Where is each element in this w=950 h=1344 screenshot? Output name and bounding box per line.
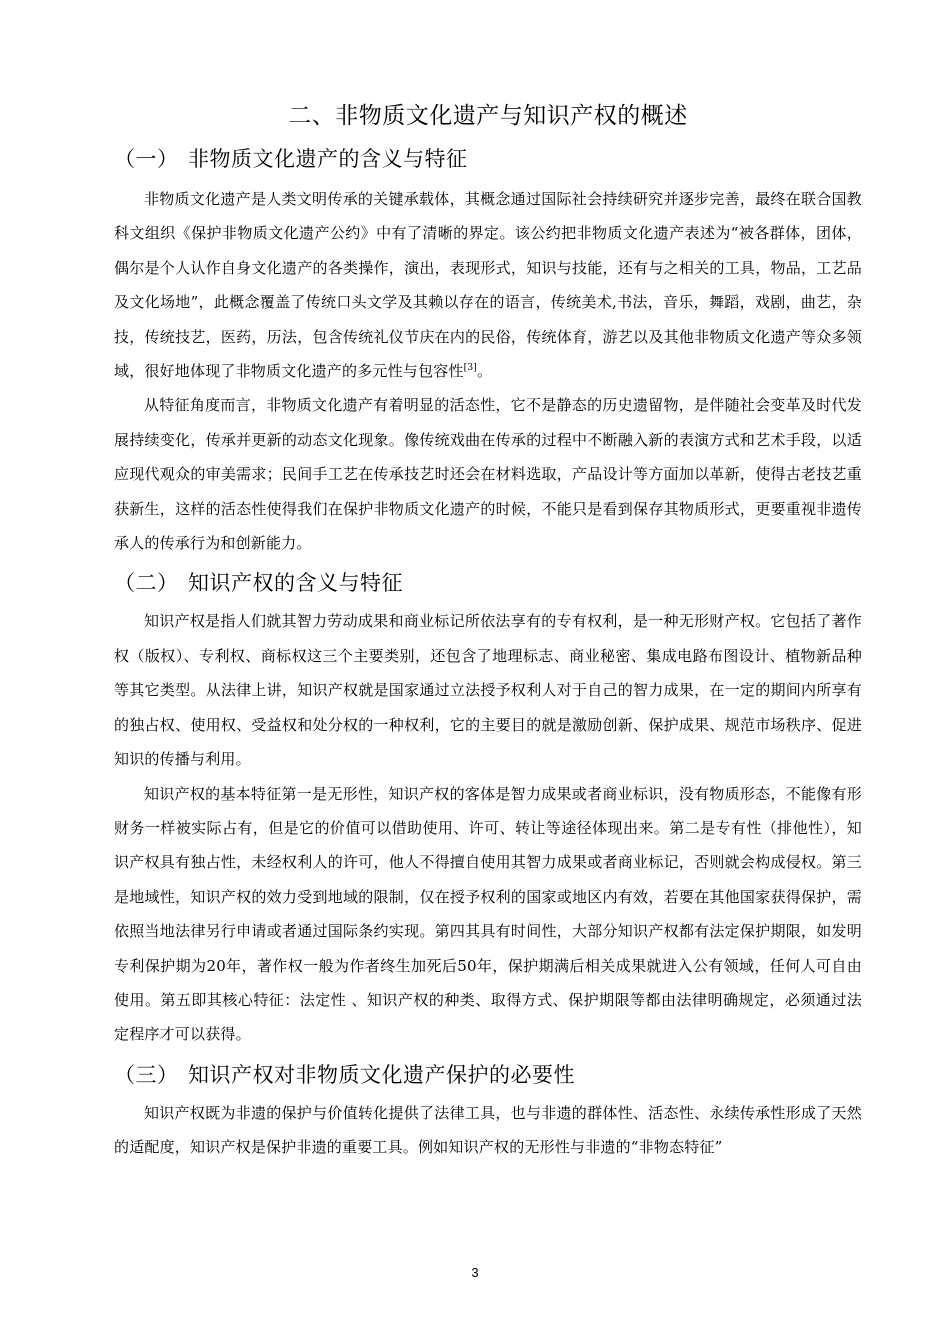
citation-marker: [3] [463,363,477,374]
section-title: 知识产权的含义与特征 [188,571,403,596]
section-heading-2 [114,564,862,602]
paragraph: 知识产权的基本特征第一是无形性，知识产权的客体是智力成果或者商业标识，没有物质形态，不能像有形财务一样被实际占有，但是它的价值可以借助使用、许可、转让等途径体现出来。第二是专有性（排他性），知识产权具有独占性，未经权利人的许可，他人不得擅自使用其智力成果或者商业标记，否则就会构成侵权。第三是地域性，知识产权的效力受到地域的限制，仅在授予权利的国家或地区内有效，若要在其他国家获得保护，需依照当地法律另行申请或者通过国际条约实现。第四其具有时间性，大部分知识产权都有法定保护期限，如发明专利保护期为20年，著作权一般为作者终生加死后50年，保护期满后相关成果就进入公有领域，任何人可自由使用。第五即其核心特征：法定性 、知识产权的种类、取得方式、保护期限等都由法律明确规定，必须通过法定程序才可以获得。 [114,784,862,1044]
paragraph [114,182,862,388]
paragraph-text: 非物质文化遗产是人类文明传承的关键承载体，其概念通过国际社会持续研究并逐步完善，最终在联合国教科文组织《保护非物质文化遗产公约》中有了清晰的界定。该公约把非物质文化遗产表述为“被各群体，团体，偶尔是个人认作自身文化遗产的各类操作，演出，表现形式，知识与技能，还有与之相关的工具，物品，工艺品及文化场地”，此概念覆盖了传统口头文学及其赖以存在的语言，传统美术,书法，音乐，舞蹈，戏剧，曲艺，杂技，传统技艺，医药，历法，包含传统礼仪节庆在内的民俗，传统体育，游艺以及其他非物质文化遗产等众多领域，很好地体现了非物质文化遗产的多元性与包容性 [114,190,862,381]
section-heading-1 [114,140,862,178]
section-title: 非物质文化遗产的含义与特征 [188,147,468,171]
page-content [114,96,862,1165]
section-number: （二） [114,571,179,596]
paragraph: 从特征角度而言，非物质文化遗产有着明显的活态性，它不是静态的历史遗留物，是伴随社会变革及时代发展持续变化，传承并更新的动态文化现象。像传统戏曲在传承的过程中不断融入新的表演方式和艺术手段，以适应现代观众的审美需求；民间手工艺在传承技艺时还会在材料选取，产品设计等方面加以革新，使得古老技艺重获新生，这样的活态性使得我们在保护非物质文化遗产的时候，不能只是看到保存其物质形式，更要重视非遗传承人的传承行为和创新能力。 [114,396,862,553]
section-number: （三） [114,1062,179,1087]
section-heading-3 [114,1056,862,1094]
page-number: 3 [471,1265,479,1280]
section-title: 知识产权对非物质文化遗产保护的必要性 [188,1062,575,1087]
section-number: （一） [114,147,179,171]
paragraph: 知识产权是指人们就其智力劳动成果和商业标记所依法享有的专有权利，是一种无形财产权。它包括了著作权（版权）、专利权、商标权这三个主要类别，还包含了地理标志、商业秘密、集成电路布图设计、植物新品种等其它类型。从法律上讲，知识产权就是国家通过立法授予权利人对于自己的智力成果，在一定的期间内所享有的独占权、使用权、受益权和处分权的一种权利，它的主要目的就是激励创新、保护成果、规范市场秩序、促进知识的传播与利用。 [114,612,862,769]
paragraph-tail: 。 [476,362,493,381]
paragraph: 知识产权既为非遗的保护与价值转化提供了法律工具，也与非遗的群体性、活态性、永续传承性形成了天然的适配度，知识产权是保护非遗的重要工具。例如知识产权的无形性与非遗的“非物态特征” [114,1103,862,1157]
chapter-title: 二、非物质文化遗产与知识产权的概述 [288,103,688,129]
